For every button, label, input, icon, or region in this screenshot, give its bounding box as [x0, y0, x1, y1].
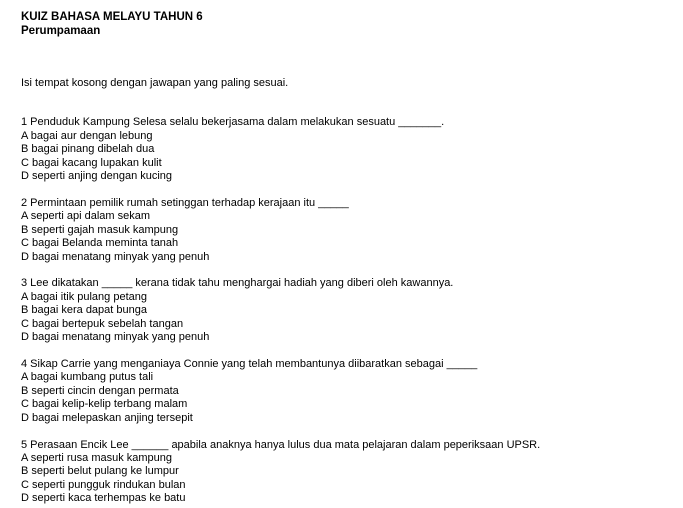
option-b: B bagai pinang dibelah dua	[21, 143, 155, 156]
option-c: C bagai Belanda meminta tanah	[21, 237, 179, 250]
question-stem: 3 Lee dikatakan _____ kerana tidak tahu menghargai hadiah yang diberi oleh kawannya.	[21, 277, 454, 290]
option-d: D seperti anjing dengan kucing	[21, 170, 173, 183]
option-b: B seperti gajah masuk kampung	[21, 223, 179, 236]
question-stem: 4 Sikap Carrie yang menganiaya Connie yang telah membantunya diibaratkan sebagai _____	[21, 358, 478, 370]
option-b: B seperti belut pulang ke lumpur	[21, 465, 179, 478]
option-a: A bagai kumbang putus tali	[21, 371, 154, 384]
question-1	[21, 116, 671, 183]
quiz-document	[21, 11, 671, 506]
option-b: B bagai kera dapat bunga	[21, 304, 147, 317]
question-stem: 5 Perasaan Encik Lee ______ apabila anaknya hanya lulus dua mata pelajaran dalam peperiksaan UPSR.	[21, 438, 541, 451]
document-subtitle: Perumpamaan	[21, 24, 101, 37]
option-d: D bagai menatang minyak yang penuh	[21, 331, 210, 344]
option-d: D seperti kaca terhempas ke batu	[21, 492, 186, 505]
option-b: B seperti cincin dengan permata	[21, 384, 179, 397]
option-c: C bagai bertepuk sebelah tangan	[21, 317, 184, 330]
question-5	[21, 439, 671, 506]
instruction-text: Isi tempat kosong dengan jawapan yang paling sesuai.	[21, 77, 289, 89]
option-a: A seperti api dalam sekam	[21, 210, 151, 223]
option-c: C bagai kelip-kelip terbang malam	[21, 398, 188, 411]
option-d: D bagai menatang minyak yang penuh	[21, 250, 210, 263]
option-a: A seperti rusa masuk kampung	[21, 451, 173, 464]
option-d: D bagai melepaskan anjing tersepit	[21, 411, 193, 424]
option-c: C seperti pungguk rindukan bulan	[21, 478, 186, 491]
question-stem: 1 Penduduk Kampung Selesa selalu bekerjasama dalam melakukan sesuatu _______.	[21, 116, 445, 129]
question-3	[21, 277, 671, 344]
option-a: A bagai itik pulang petang	[21, 290, 147, 303]
question-2	[21, 197, 671, 264]
question-stem: 2 Permintaan pemilik rumah setinggan terhadap kerajaan itu _____	[21, 196, 349, 209]
question-4	[21, 358, 671, 425]
option-c: C bagai kacang lupakan kulit	[21, 156, 162, 169]
document-title: KUIZ BAHASA MELAYU TAHUN 6	[21, 11, 203, 23]
option-a: A bagai aur dengan lebung	[21, 129, 153, 142]
